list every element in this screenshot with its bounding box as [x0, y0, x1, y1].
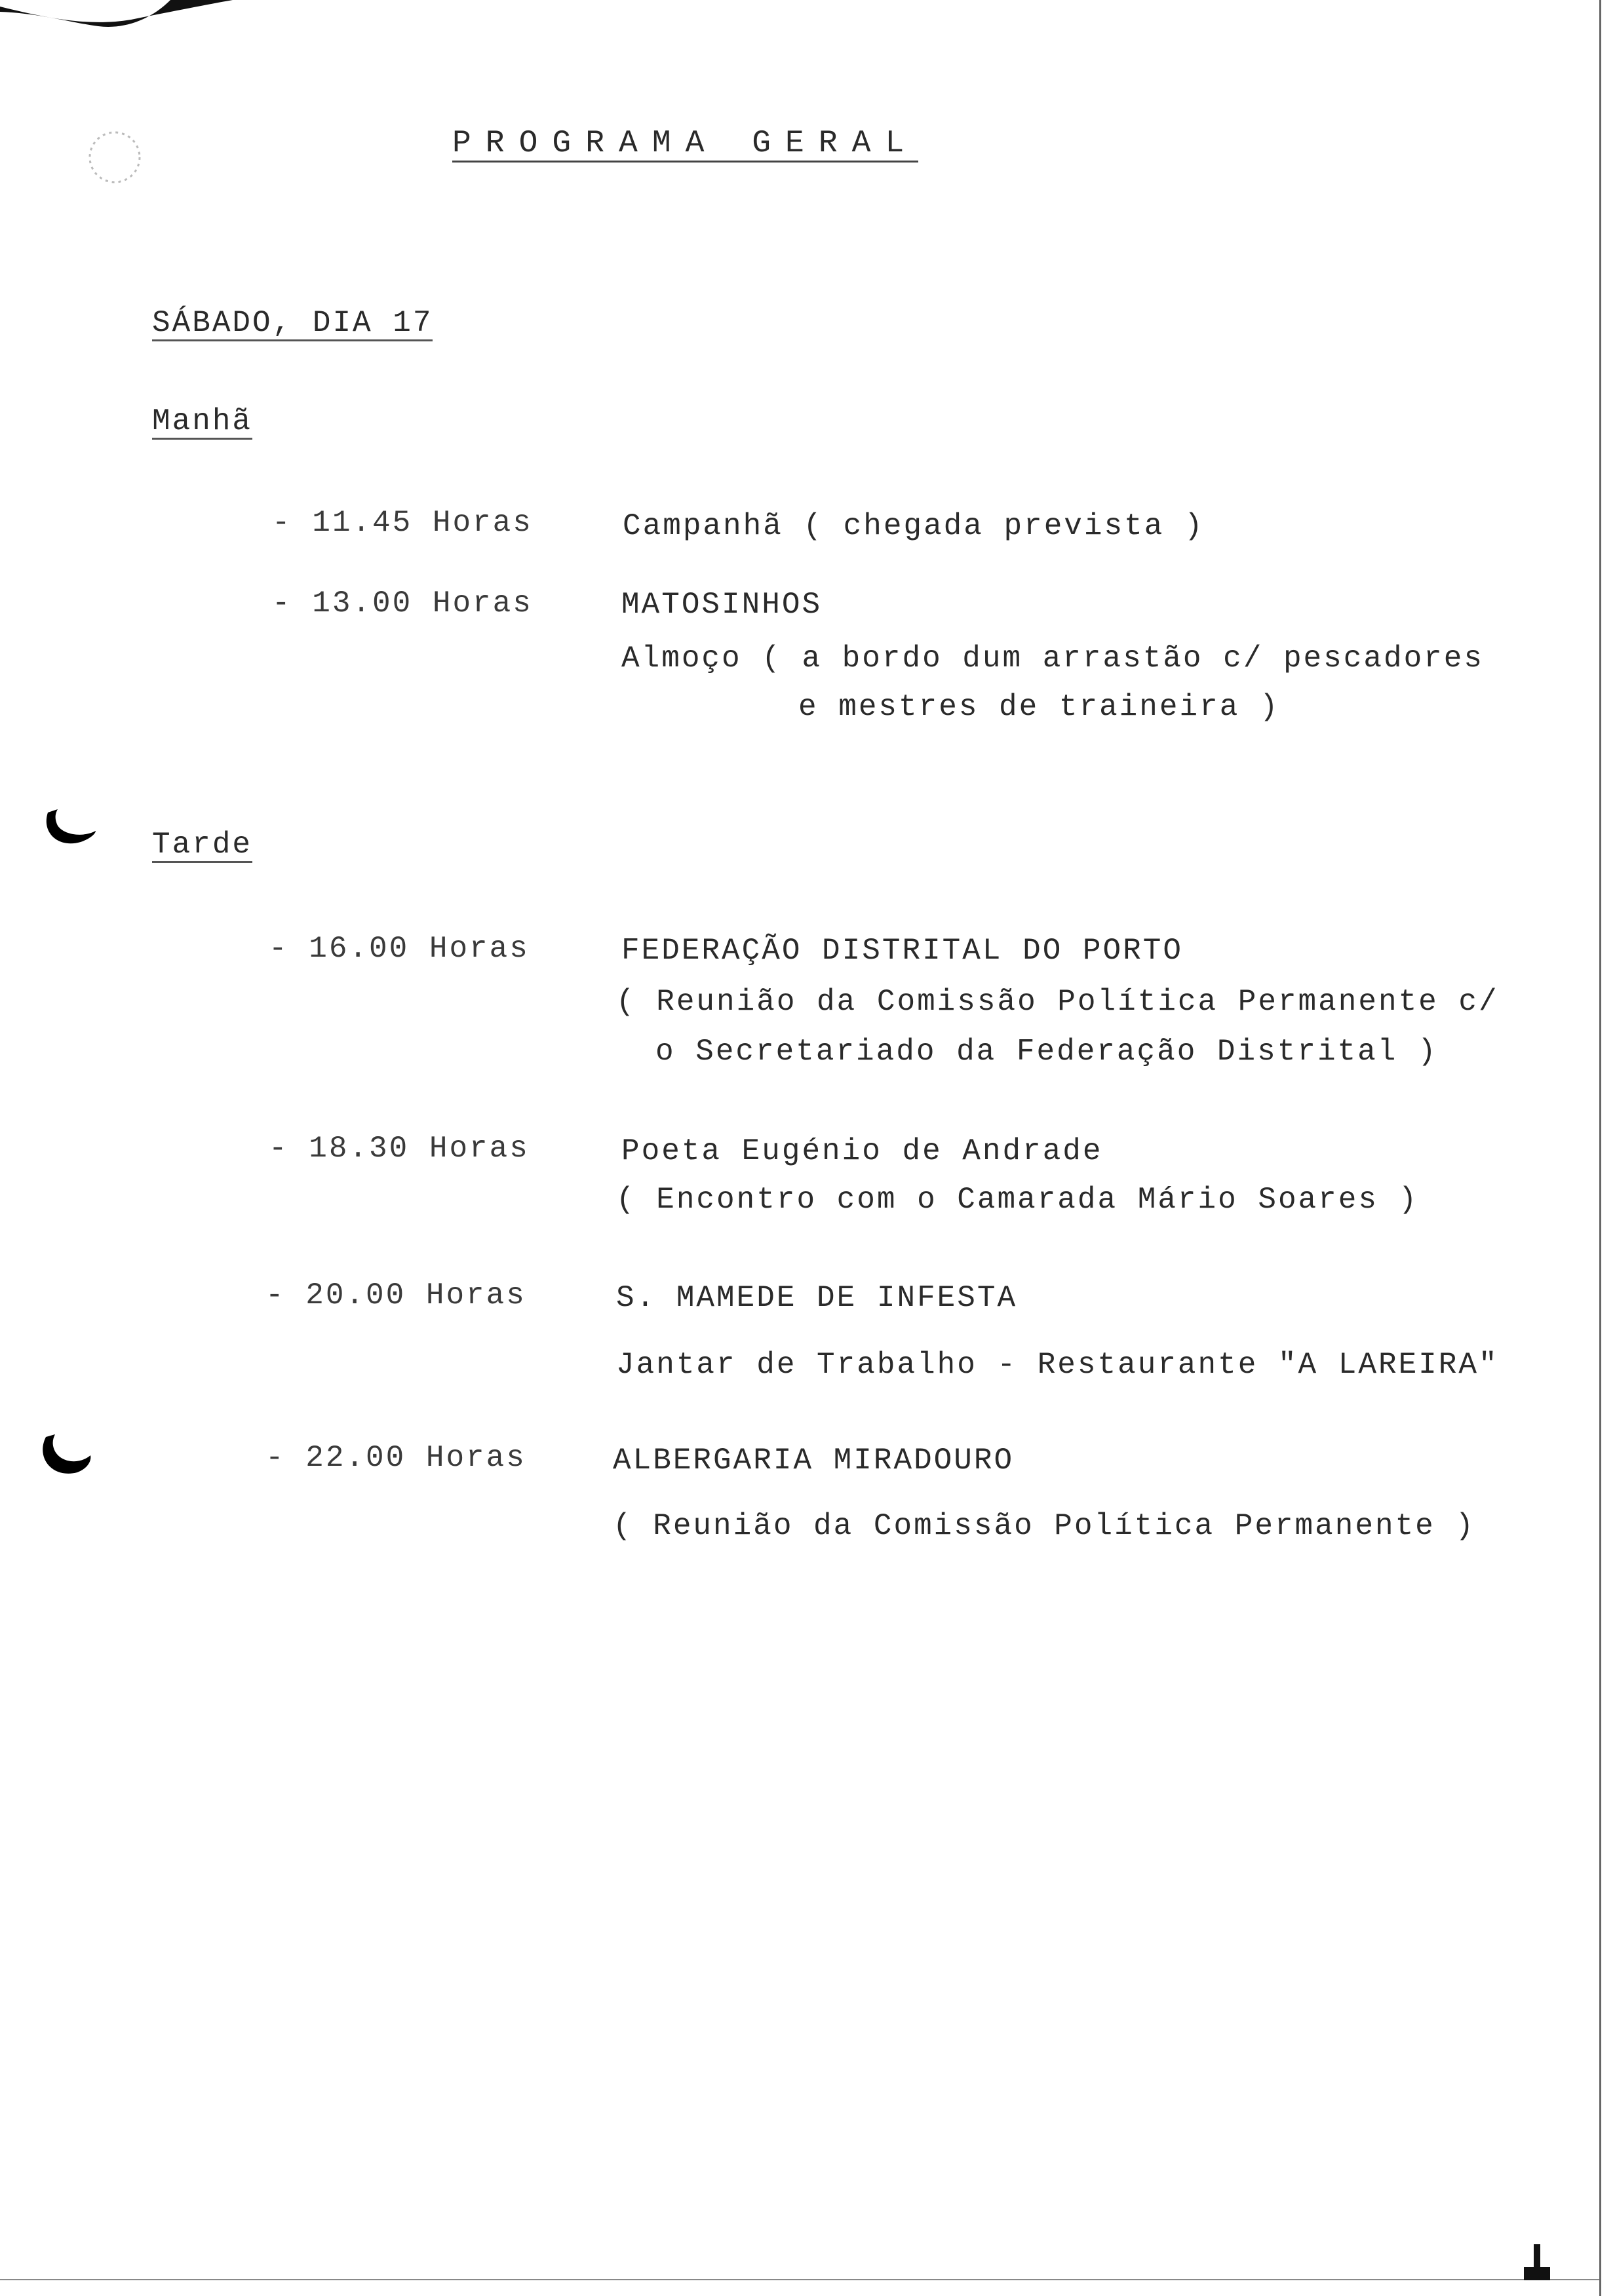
punch-hole-icon: [34, 1432, 93, 1481]
afternoon-heading: Tarde: [152, 828, 253, 862]
day-heading: SÁBADO, DIA 17: [152, 306, 433, 340]
event-time: - 16.00 Horas: [269, 932, 530, 966]
event-line: Campanhã ( chegada prevista ): [623, 509, 1205, 543]
punch-hole-icon: [38, 806, 97, 852]
event-line: Jantar de Trabalho - Restaurante "A LAREIRA": [616, 1348, 1499, 1382]
page-title: PROGRAMA GERAL: [452, 126, 919, 161]
morning-heading: Manhã: [152, 404, 253, 438]
ink-smudge-icon: [0, 0, 236, 46]
event-location: ALBERGARIA MIRADOURO: [613, 1444, 1015, 1478]
event-time: - 20.00 Horas: [265, 1278, 526, 1312]
stamp-smudge-icon: [72, 128, 157, 187]
event-location: Poeta Eugénio de Andrade: [621, 1134, 1103, 1168]
event-location: S. MAMEDE DE INFESTA: [616, 1281, 1018, 1315]
corner-mark-icon: [1521, 2241, 1553, 2287]
event-time: - 22.00 Horas: [265, 1441, 526, 1475]
event-line: e mestres de traineira ): [798, 690, 1280, 724]
event-location: FEDERAÇÃO DISTRITAL DO PORTO: [621, 934, 1183, 968]
scan-bottom-line: [0, 2279, 1599, 2280]
scan-edge-line: [1599, 0, 1601, 2296]
event-line: o Secretariado da Federação Distrital ): [655, 1035, 1438, 1069]
event-location: MATOSINHOS: [621, 588, 823, 622]
event-line: ( Reunião da Comissão Política Permanente c/: [616, 985, 1499, 1019]
event-line: ( Encontro com o Camarada Mário Soares ): [616, 1183, 1419, 1217]
event-time: - 18.30 Horas: [269, 1132, 530, 1166]
event-line: ( Reunião da Comissão Política Permanente ): [613, 1509, 1475, 1543]
event-time: - 11.45 Horas: [272, 506, 533, 540]
event-line: Almoço ( a bordo dum arrastão c/ pescadores: [621, 641, 1484, 676]
event-time: - 13.00 Horas: [272, 586, 533, 621]
